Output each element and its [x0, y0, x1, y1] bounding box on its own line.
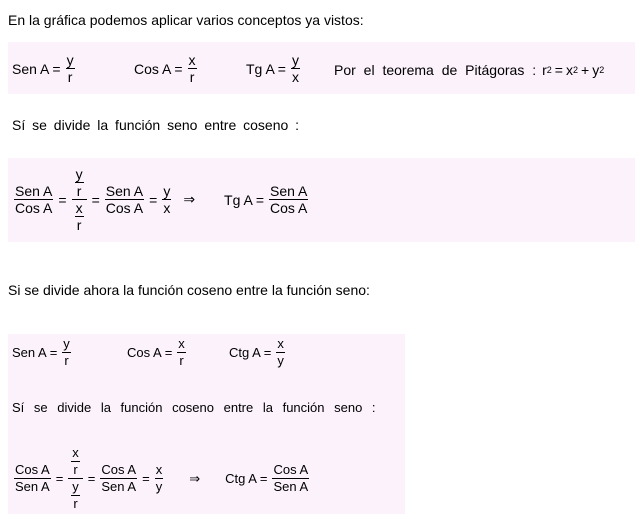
x-over-y-fraction — [155, 462, 164, 495]
sen-lhs: Sen A — [12, 345, 47, 360]
y-over-x-fraction — [162, 183, 171, 216]
cos-fraction — [188, 52, 197, 85]
fraction-denominator: r — [64, 353, 69, 368]
cotangent-derivation: $\frac{\text{Cos A}}{\text{Sen A}}$ = $\frac{\frac{x}{r}}{\frac{y}{r}}$ = $\frac{\text{Cos A}}{\text{Sen A}}$ = $\frac{x}{y}$ ⇒ Ctg A = $\frac{\text{Cos A}}{\text{Sen A}}$ — [15, 445, 309, 511]
sen-definition: Sen A = $\frac{y}{r}$ — [12, 52, 74, 85]
fraction-numerator: x — [155, 462, 163, 477]
compound-fraction — [68, 445, 83, 512]
fraction-numerator: Sen A — [270, 183, 308, 199]
fraction-numerator: y — [163, 183, 171, 199]
sen-numerator: y — [66, 52, 74, 68]
sen-over-cos-fraction-2 — [105, 183, 144, 216]
cos-over-sen-fraction-2 — [100, 462, 137, 495]
fraction-numerator: x — [277, 336, 284, 351]
sen-lhs: Sen A — [12, 60, 50, 77]
tg-definition: Tg A = $\frac{y}{x}$ — [246, 52, 299, 85]
ctg-fraction — [276, 336, 285, 369]
sen-fraction — [62, 336, 71, 369]
fraction-denominator: Sen A — [273, 479, 309, 494]
fraction-numerator: x — [75, 200, 83, 216]
ctg-definition: Ctg A = $\frac{x}{y}$ — [229, 336, 284, 368]
tangent-derivation: $\frac{\text{Sen A}}{\text{Cos A}}$ = $\frac{\frac{y}{r}}{\frac{x}{r}}$ = $\frac{\text{Sen A}}{\text{Cos A}}$ = $\frac{y}{x}$ ⇒ Tg A = $\frac{\text{Sen A}}{\text{Cos A}}$ — [15, 166, 308, 233]
tg-lhs: Tg A — [246, 60, 275, 77]
fraction-denominator: x — [163, 200, 171, 216]
compound-bottom-fraction — [71, 479, 80, 512]
sen-over-cos-fraction — [14, 183, 53, 216]
fraction-denominator: r — [73, 462, 78, 477]
cos-lhs: Cos A — [127, 345, 162, 360]
cos-definition: Cos A = $\frac{x}{r}$ — [134, 52, 196, 85]
pythagoras-y: y — [592, 62, 600, 78]
implies-arrow-icon: ⇒ — [189, 470, 201, 486]
fraction-numerator: x — [178, 336, 185, 351]
fraction-numerator: Cos A — [101, 462, 137, 477]
sen-denominator: r — [67, 69, 73, 85]
fraction-numerator: Cos A — [273, 462, 309, 477]
tg-result-fraction — [269, 183, 308, 216]
fraction-numerator: Sen A — [15, 183, 53, 199]
fraction-numerator: x — [72, 445, 79, 460]
fraction-denominator: r — [76, 183, 82, 199]
section1-text: Sí se divide la función seno entre coseno : — [12, 117, 300, 133]
pythagoras-r: r — [542, 62, 547, 78]
fraction-denominator: r — [179, 353, 184, 368]
fraction-denominator: r — [73, 496, 78, 511]
fraction-denominator: y — [155, 479, 163, 494]
fraction-numerator: y — [75, 166, 83, 182]
pythagoras-statement: Por el teorema de Pitágoras : r 2 = x 2 + y 2 — [334, 62, 605, 78]
cos-definition-2: Cos A = $\frac{x}{r}$ — [127, 336, 185, 368]
cos-over-sen-fraction — [14, 462, 51, 495]
cos-numerator: x — [188, 52, 196, 68]
sen-fraction — [66, 52, 75, 85]
tg-result-lhs: Tg A — [224, 191, 253, 208]
cos-lhs: Cos A — [134, 60, 172, 77]
tg-numerator: y — [291, 52, 299, 68]
fraction-denominator: Cos A — [15, 200, 53, 216]
compound-bottom-fraction — [75, 200, 84, 233]
intro-text: En la gráfica podemos aplicar varios conceptos ya vistos: — [8, 12, 364, 28]
fraction-denominator: Cos A — [270, 200, 308, 216]
fraction-denominator: r — [76, 217, 82, 233]
fraction-denominator: y — [277, 353, 284, 368]
tg-fraction — [291, 52, 300, 85]
cos-denominator: r — [189, 69, 195, 85]
section3-text: Sí se divide la función coseno entre la función seno : — [12, 400, 376, 415]
cos-fraction — [177, 336, 186, 369]
pythagoras-label: Por el teorema de Pitágoras : — [334, 62, 537, 78]
sen-definition-2: Sen A = $\frac{y}{r}$ — [12, 336, 70, 368]
fraction-denominator: Sen A — [15, 479, 50, 494]
compound-top-fraction — [75, 166, 84, 199]
fraction-numerator: y — [72, 479, 79, 494]
compound-top-fraction — [71, 445, 80, 478]
fraction-denominator: Sen A — [101, 479, 137, 494]
section2-text: Si se divide ahora la función coseno entre la función seno: — [8, 282, 370, 298]
fraction-numerator: Sen A — [105, 183, 144, 199]
fraction-denominator: Cos A — [105, 200, 144, 216]
fraction-numerator: y — [63, 336, 70, 351]
compound-fraction — [72, 166, 87, 233]
tg-denominator: x — [291, 69, 299, 85]
pythagoras-x: x — [565, 62, 573, 78]
implies-arrow-icon: ⇒ — [183, 191, 196, 207]
ctg-result-lhs: Ctg A — [225, 471, 257, 486]
fraction-numerator: Cos A — [15, 462, 50, 477]
ctg-lhs: Ctg A — [229, 345, 261, 360]
ctg-result-fraction — [272, 462, 309, 495]
